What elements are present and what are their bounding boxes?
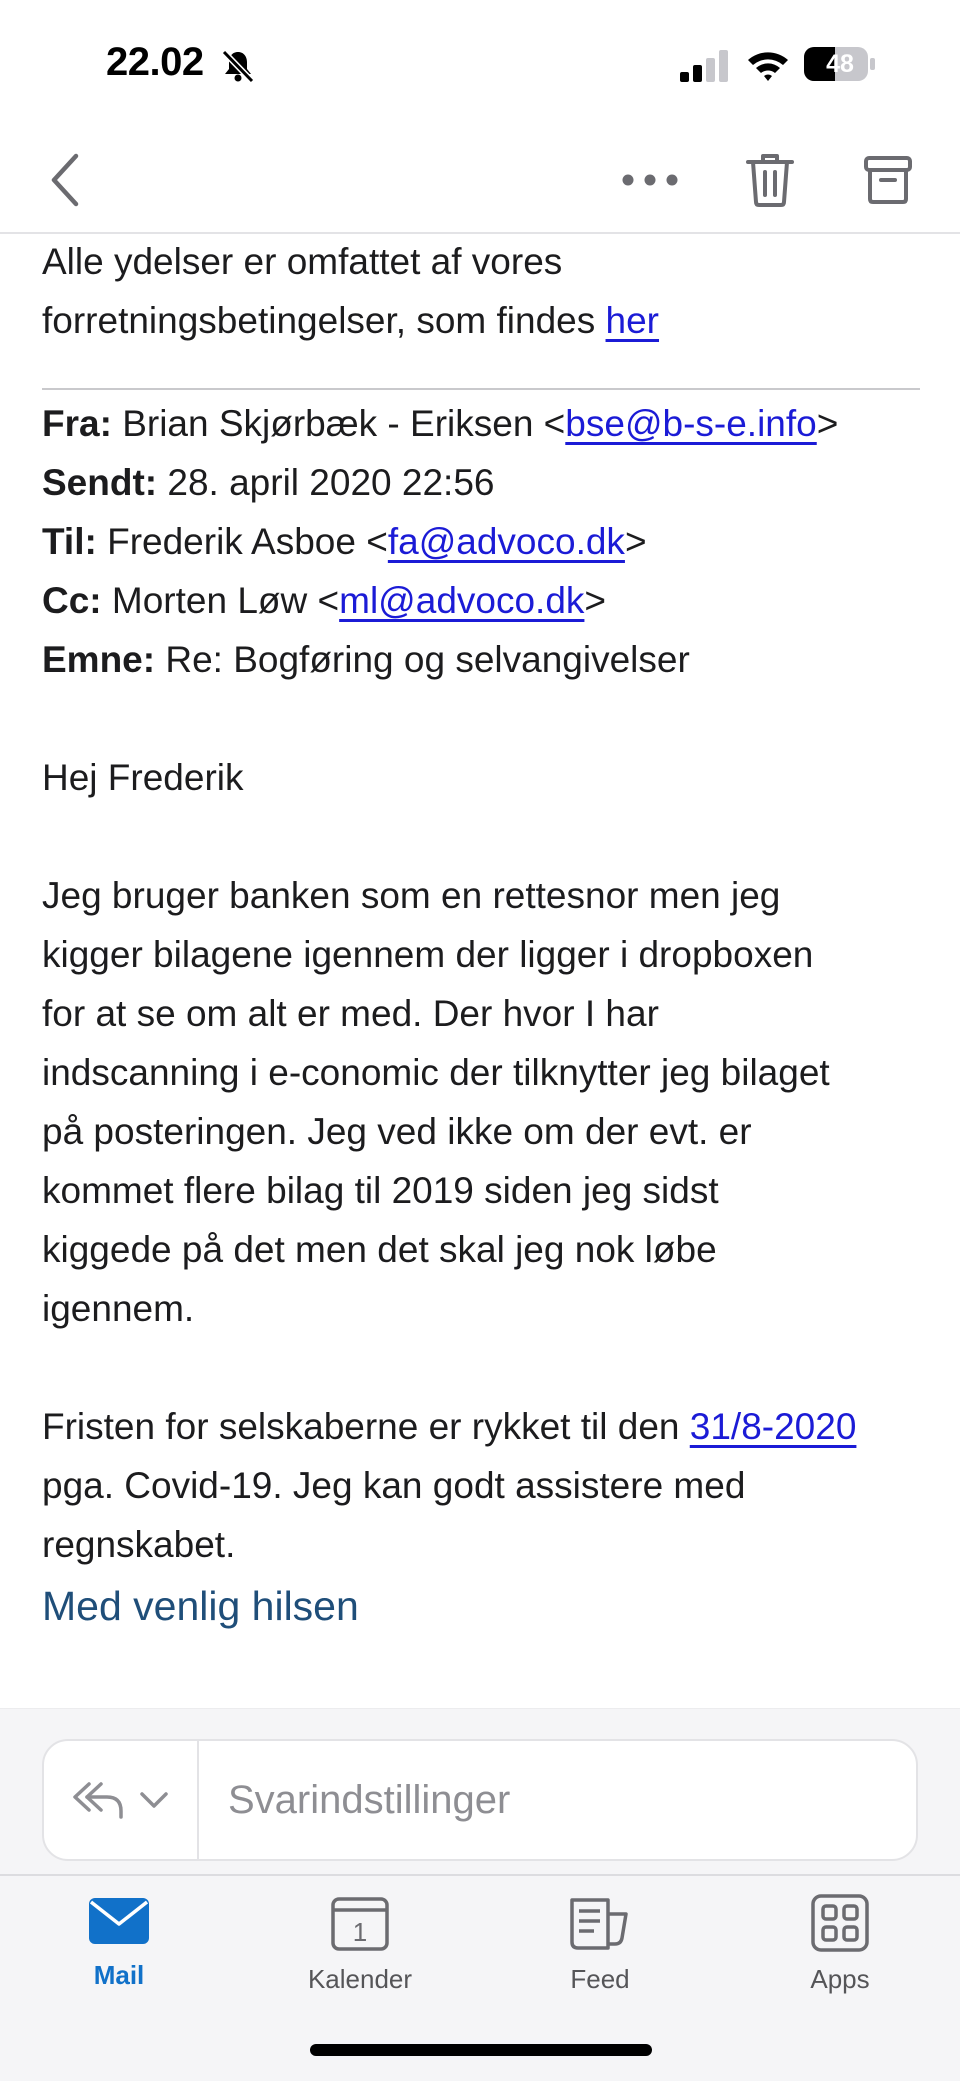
cc-name: Morten Løw <: [111, 580, 340, 621]
body-line: Jeg bruger banken som en rettesnor men jeg: [42, 875, 781, 916]
sent-value: 28. april 2020 22:56: [167, 462, 495, 503]
subject-label: Emne:: [42, 639, 156, 680]
to-label: Til:: [42, 521, 97, 562]
tab-feed[interactable]: [520, 1894, 680, 2014]
home-indicator: [310, 2044, 652, 2056]
status-time: 22.02: [106, 40, 204, 84]
quoted-header: [42, 394, 922, 689]
cc-line: Cc: Morten Løw <ml@advoco.dk>: [42, 580, 607, 621]
body-line: på posteringen. Jeg ved ikke om der evt. er: [42, 1111, 752, 1152]
feed-icon: [568, 1894, 632, 1952]
back-button[interactable]: [30, 130, 100, 230]
from-line: Fra: Brian Skjørbæk - Eriksen <bse@b-s-e.info>: [42, 403, 839, 444]
deadline-date-link[interactable]: 31/8-2020: [689, 1406, 857, 1447]
sent-line: [42, 453, 922, 512]
to-line: Til: Frederik Asboe <fa@advoco.dk>: [42, 521, 647, 562]
body-line: for at se om alt er med. Der hvor I har: [42, 993, 659, 1034]
reply-options-button[interactable]: [44, 1741, 199, 1859]
bell-muted-icon: [220, 48, 256, 84]
delete-button[interactable]: [730, 130, 810, 230]
subject-line: [42, 630, 922, 689]
apps-icon: [811, 1894, 869, 1952]
archive-button[interactable]: [848, 130, 928, 230]
deadline-line: Fristen for selskaberne er rykket til den 31/8-2020: [42, 1406, 857, 1447]
cellular-signal-icon: [680, 50, 730, 82]
email-body: [42, 232, 922, 1707]
tab-calendar-label: Kalender: [307, 1964, 413, 1994]
reply-input[interactable]: Svarindstillinger: [228, 1778, 511, 1822]
tab-apps-label: Apps: [810, 1964, 870, 1994]
battery-level: 48: [826, 50, 854, 78]
intro-line: Alle ydelser er omfattet af vores: [42, 241, 563, 282]
chevron-left-icon: [48, 152, 82, 208]
cc-email-link[interactable]: ml@advoco.dk: [339, 580, 585, 621]
tab-mail[interactable]: [39, 1894, 199, 2014]
cc-label: Cc:: [42, 580, 102, 621]
message-toolbar: [0, 130, 960, 234]
deadline-line: pga. Covid-19. Jeg kan godt assistere med: [42, 1465, 746, 1506]
tab-apps[interactable]: [760, 1894, 920, 2014]
chevron-down-icon: [139, 1791, 169, 1809]
reply-bar: [0, 1708, 960, 1874]
tab-mail-label: Mail: [93, 1960, 145, 1990]
greeting: Hej Frederik: [42, 757, 244, 798]
wifi-icon: [746, 48, 790, 82]
terms-link[interactable]: her: [605, 300, 660, 341]
from-label: Fra:: [42, 403, 112, 444]
tab-calendar[interactable]: [280, 1894, 440, 2014]
status-bar: [0, 0, 960, 130]
quote-divider: [42, 388, 920, 390]
sent-label: Sendt:: [42, 462, 158, 503]
body-line: igennem.: [42, 1288, 195, 1329]
body-line: kigger bilagene igennem der ligger i dropboxen: [42, 934, 814, 975]
calendar-icon: [330, 1894, 390, 1952]
from-name: Brian Skjørbæk - Eriksen <: [122, 403, 566, 444]
to-name: Frederik Asboe <: [107, 521, 388, 562]
subject-value: Re: Bogføring og selvangivelser: [165, 639, 690, 680]
signature: Med venlig hilsen: [42, 1583, 359, 1629]
body-line: kommet flere bilag til 2019 siden jeg sidst: [42, 1170, 719, 1211]
more-button[interactable]: [610, 130, 690, 230]
reply-box[interactable]: [42, 1739, 918, 1861]
archive-icon: [864, 155, 912, 205]
trash-icon: [745, 152, 795, 208]
more-dots-icon: [622, 174, 678, 186]
calendar-day-number: 1: [352, 1917, 368, 1947]
body-line: kiggede på det men det skal jeg nok løbe: [42, 1229, 717, 1270]
intro-line: forretningsbetingelser, som findes her: [42, 300, 660, 341]
reply-all-icon: [73, 1780, 125, 1820]
tab-feed-label: Feed: [570, 1964, 630, 1994]
deadline-line: regnskabet.: [42, 1524, 236, 1565]
mail-icon: [87, 1894, 151, 1948]
body-line: indscanning i e-conomic der tilknytter jeg bilaget: [42, 1052, 830, 1093]
from-email-link[interactable]: bse@b-s-e.info: [565, 403, 817, 444]
to-email-link[interactable]: fa@advoco.dk: [387, 521, 625, 562]
